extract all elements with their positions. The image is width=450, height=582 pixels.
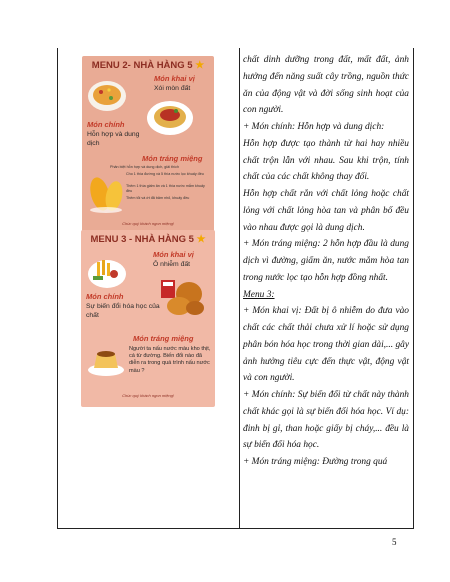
- page-number: 5: [392, 537, 397, 547]
- paragraph: + Món tráng miệng: 2 hỗn hợp đầu là dung dịch vì đường, giấm ăn, nước mắm hòa tan trong nước lọc tạo hỗn hợp đồng nhất.: [243, 239, 409, 283]
- menu-2-title: MENU 2- NHÀ HÀNG 5 ★: [91, 60, 205, 71]
- paragraph: Hỗn hợp được tạo thành từ hai hay nhiều chất trộn lẫn với nhau. Sau khi trộn, tính chất của các chất không thay đổi.: [243, 138, 409, 183]
- column-divider: [239, 48, 240, 528]
- spaghetti-dish-icon: [146, 96, 194, 136]
- menu-2-main-dish: Hỗn hợp và dung dịch: [87, 131, 140, 147]
- menu-3-main-heading: Món chính: [86, 292, 124, 301]
- paragraph: chất dinh dưỡng trong đất, mất đất, ảnh hưởng đến năng suất cây trồng, nguồn thức ăn của động vật và đời sống sinh hoạt của con người.: [243, 55, 409, 116]
- menu-2-card: [82, 56, 214, 233]
- paragraph: + Món chính: Sự biến đổi từ chất này thành chất khác gọi là sự biến đổi hóa học. Ví dụ: đinh bị gỉ, than hoặc giấy bị cháy,... đều là sự biến đổi hóa học.: [243, 390, 409, 451]
- menu-2-dessert-item: Thêm 1 thìa giấm ăn và 1 thìa nước mắm khuấy đều: [126, 184, 205, 193]
- menu-2-dessert-item: Cho 1 thìa đường và 5 thìa nước lọc khuấy đều: [126, 172, 204, 176]
- menu-3-heading: Menu 3:: [243, 289, 275, 300]
- menu-3-appetizer-dish: Ô nhiễm đất: [153, 261, 191, 268]
- menu-2-footer: Chúc quý khách ngon miệng!: [122, 221, 174, 226]
- star-icon: ★: [195, 60, 205, 71]
- menu-2-appetizer-dish: Xói mòn đất: [154, 85, 191, 92]
- fries-plate-icon: [87, 252, 127, 290]
- menu-3-dessert-heading: Món tráng miệng: [133, 334, 194, 343]
- rice-dish-icon: [87, 74, 127, 114]
- mango-dessert-icon: [86, 172, 126, 214]
- menu-2-appetizer-heading: Món khai vị: [154, 74, 195, 83]
- paragraph: Hỗn hợp chất rắn với chất lỏng hoặc chất lỏng với chất lỏng hòa tan và phân bố đều vào nhau được gọi là dung dịch.: [243, 189, 409, 233]
- paragraph: + Món khai vị: Đất bị ô nhiễm do đưa vào chất các chất thải chưa xử lí hoặc sử dụng phân bón hóa học trong thời gian dài,... gây ảnh hưởng tiêu cực đến thực vật, động vật và con người.: [243, 306, 409, 384]
- star-icon: ★: [196, 234, 206, 245]
- menu-3-appetizer-heading: Món khai vị: [153, 250, 194, 259]
- menu-2-dessert-heading: Món tráng miệng: [142, 154, 203, 163]
- content-table: [57, 48, 414, 529]
- menu-3-main-dish: Sự biến đổi hóa học của chất: [86, 303, 160, 319]
- menu-3-title: MENU 3 - NHÀ HÀNG 5 ★: [90, 234, 206, 245]
- paragraph: + Món chính: Hỗn hợp và dung dịch:: [243, 122, 385, 132]
- explanation-cell: [243, 52, 409, 471]
- menu-images-cell: [58, 48, 239, 528]
- paragraph: + Món tráng miệng: Đường trong quá: [243, 457, 388, 467]
- menu-2-dessert-intro: Phân biệt hỗn hợp và dung dịch, giải thích: [110, 165, 180, 169]
- menu-2-main-heading: Món chính: [87, 120, 125, 129]
- menu-2-dessert-item: Thêm tỏi và ớt đã băm nhỏ, khuấy đều: [126, 196, 190, 200]
- menu-3-footer: Chúc quý khách ngon miệng!: [122, 393, 174, 398]
- flan-dessert-icon: [87, 342, 125, 378]
- menu-3-dessert-text: Người ta nấu nước màu kho thịt, cá từ đường. Biến đổi nào đã diễn ra trong quá trình nấu nước màu ?: [129, 346, 211, 374]
- menu-3-card: [81, 230, 215, 407]
- fried-chicken-icon: [159, 274, 209, 318]
